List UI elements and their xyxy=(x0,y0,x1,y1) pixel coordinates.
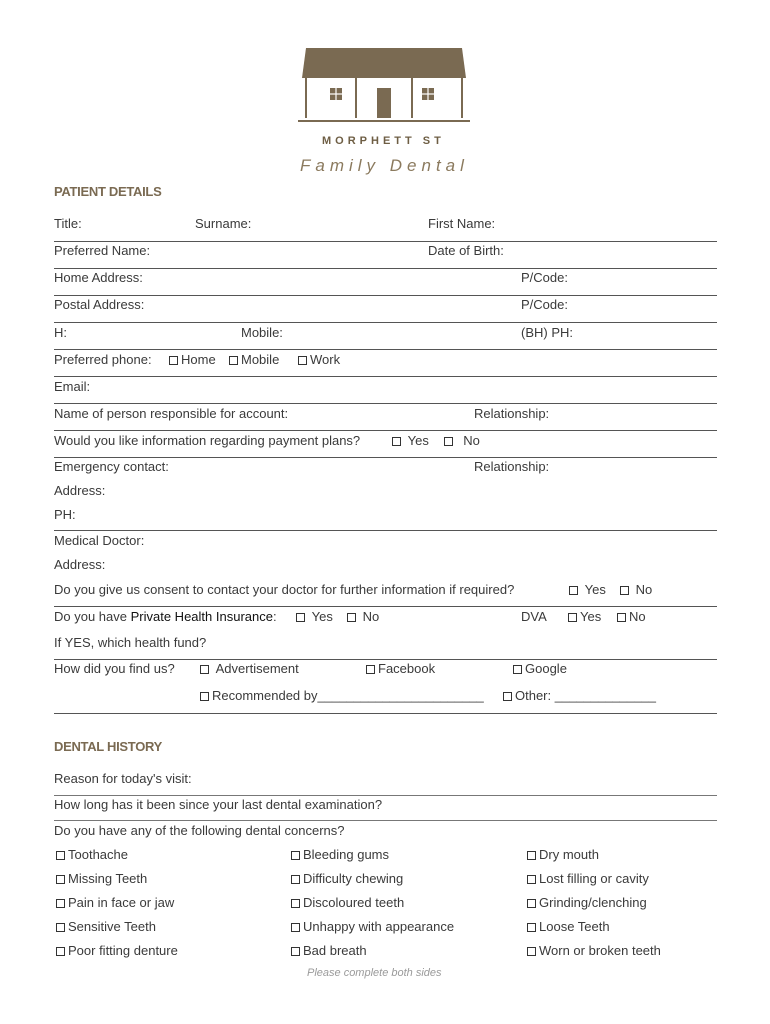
checkbox-icon[interactable] xyxy=(503,692,512,701)
find-recommended[interactable] xyxy=(200,688,484,704)
divider xyxy=(54,241,717,242)
checkbox-icon[interactable] xyxy=(291,947,300,956)
private-health-strong: Private Health Insurance xyxy=(130,609,273,624)
checkbox-icon[interactable] xyxy=(200,692,209,701)
concern-item[interactable] xyxy=(56,895,174,911)
find-google-label: Google xyxy=(525,661,567,676)
dva-yes[interactable] xyxy=(568,609,601,625)
concern-label: Poor fitting denture xyxy=(68,943,178,958)
emergency-contact-label: Emergency contact: xyxy=(54,459,169,474)
find-other-label: Other: ______________ xyxy=(515,688,656,703)
relationship-label: Relationship: xyxy=(474,406,550,421)
consent-no-label: No xyxy=(635,582,653,597)
checkbox-icon[interactable] xyxy=(617,613,626,622)
preferred-phone-mobile-label: Mobile xyxy=(241,352,280,367)
home-address-label: Home Address: xyxy=(54,270,143,285)
surname-label: Surname: xyxy=(195,216,252,231)
postal-pcode-label: P/Code: xyxy=(521,297,568,312)
medical-doctor-label: Medical Doctor: xyxy=(54,533,145,548)
divider xyxy=(54,530,717,531)
phi-no-label: No xyxy=(362,609,380,624)
checkbox-icon[interactable] xyxy=(298,356,307,365)
checkbox-icon[interactable] xyxy=(527,899,536,908)
payment-plans-no[interactable] xyxy=(444,433,480,449)
dva-yes-label: Yes xyxy=(580,609,602,624)
checkbox-icon[interactable] xyxy=(620,586,629,595)
checkbox-icon[interactable] xyxy=(366,665,375,674)
preferred-name-label: Preferred Name: xyxy=(54,243,151,258)
dva-label: DVA xyxy=(521,609,547,624)
checkbox-icon[interactable] xyxy=(291,875,300,884)
divider xyxy=(54,659,717,660)
divider xyxy=(54,820,717,821)
find-advertisement[interactable] xyxy=(200,661,299,677)
checkbox-icon[interactable] xyxy=(568,613,577,622)
payment-plans-label: Would you like information regarding payment plans? xyxy=(54,433,361,448)
emergency-address-label: Address: xyxy=(54,483,106,498)
home-phone-label: H: xyxy=(54,325,67,340)
concern-label: Toothache xyxy=(68,847,128,862)
concern-label: Bleeding gums xyxy=(303,847,389,862)
concern-item[interactable] xyxy=(56,847,128,863)
checkbox-icon[interactable] xyxy=(513,665,522,674)
checkbox-icon[interactable] xyxy=(569,586,578,595)
concern-item[interactable] xyxy=(527,847,599,863)
checkbox-icon[interactable] xyxy=(291,923,300,932)
divider xyxy=(54,713,717,714)
concern-item[interactable] xyxy=(291,847,389,863)
phi-no[interactable] xyxy=(347,609,379,625)
home-pcode-label: P/Code: xyxy=(521,270,568,285)
find-facebook[interactable] xyxy=(366,661,435,677)
house-icon xyxy=(298,44,470,124)
emergency-relationship-label: Relationship: xyxy=(474,459,550,474)
checkbox-icon[interactable] xyxy=(527,851,536,860)
concern-item[interactable] xyxy=(291,871,403,887)
divider xyxy=(54,322,717,323)
checkbox-icon[interactable] xyxy=(56,923,65,932)
concern-label: Lost filling or cavity xyxy=(539,871,649,886)
concern-item[interactable] xyxy=(291,919,454,935)
checkbox-icon[interactable] xyxy=(296,613,305,622)
checkbox-icon[interactable] xyxy=(56,899,65,908)
checkbox-icon[interactable] xyxy=(56,947,65,956)
checkbox-icon[interactable] xyxy=(169,356,178,365)
preferred-phone-mobile[interactable] xyxy=(229,352,279,368)
footer-note: Please complete both sides xyxy=(307,967,442,979)
first-name-label: First Name: xyxy=(428,216,496,231)
dva-no[interactable] xyxy=(617,609,646,625)
checkbox-icon[interactable] xyxy=(291,899,300,908)
checkbox-icon[interactable] xyxy=(527,923,536,932)
checkbox-icon[interactable] xyxy=(444,437,453,446)
private-health-label: Do you have Private Health Insurance: xyxy=(54,609,277,624)
concern-label: Pain in face or jaw xyxy=(68,895,175,910)
dental-history-heading: DENTAL HISTORY xyxy=(54,739,162,754)
phi-yes[interactable] xyxy=(296,609,333,625)
consent-yes-label: Yes xyxy=(584,582,606,597)
concern-item[interactable] xyxy=(291,895,404,911)
checkbox-icon[interactable] xyxy=(56,875,65,884)
checkbox-icon[interactable] xyxy=(527,875,536,884)
consent-label: Do you give us consent to contact your doctor for further information if required? xyxy=(54,582,515,597)
find-recommended-label: Recommended by_______________________ xyxy=(212,688,484,703)
preferred-phone-home[interactable] xyxy=(169,352,216,368)
responsible-label: Name of person responsible for account: xyxy=(54,406,289,421)
dva-no-label: No xyxy=(629,609,646,624)
checkbox-icon[interactable] xyxy=(392,437,401,446)
divider xyxy=(54,457,717,458)
divider xyxy=(54,268,717,269)
phi-yes-label: Yes xyxy=(311,609,333,624)
find-google[interactable] xyxy=(513,661,567,677)
payment-plans-no-label: No xyxy=(463,433,480,448)
concern-label: Missing Teeth xyxy=(68,871,148,886)
concern-label: Worn or broken teeth xyxy=(539,943,661,958)
concern-label: Discoloured teeth xyxy=(303,895,405,910)
concern-item[interactable] xyxy=(527,943,661,959)
concern-label: Grinding/clenching xyxy=(539,895,647,910)
divider xyxy=(54,795,717,796)
consent-no[interactable] xyxy=(620,582,652,598)
checkbox-icon[interactable] xyxy=(200,665,209,674)
bh-phone-label: (BH) PH: xyxy=(521,325,573,340)
concern-label: Bad breath xyxy=(303,943,367,958)
divider xyxy=(54,376,717,377)
payment-plans-yes-label: Yes xyxy=(407,433,429,448)
concern-item[interactable] xyxy=(291,943,367,959)
emergency-phone-label: PH: xyxy=(54,507,76,522)
brand-name: MORPHETT ST xyxy=(322,135,445,147)
last-exam-label: How long has it been since your last dental examination? xyxy=(54,797,383,812)
concern-label: Difficulty chewing xyxy=(303,871,404,886)
concerns-label: Do you have any of the following dental concerns? xyxy=(54,823,345,838)
find-us-label: How did you find us? xyxy=(54,661,175,676)
concern-label: Loose Teeth xyxy=(539,919,610,934)
mobile-label: Mobile: xyxy=(241,325,283,340)
checkbox-icon[interactable] xyxy=(56,851,65,860)
checkbox-icon[interactable] xyxy=(527,947,536,956)
concern-label: Dry mouth xyxy=(539,847,599,862)
checkbox-icon[interactable] xyxy=(229,356,238,365)
concern-item[interactable] xyxy=(527,919,610,935)
divider xyxy=(54,403,717,404)
preferred-phone-label: Preferred phone: xyxy=(54,352,152,367)
find-other[interactable] xyxy=(503,688,656,704)
find-advertisement-label: Advertisement xyxy=(215,661,299,676)
email-label: Email: xyxy=(54,379,91,394)
divider xyxy=(54,606,717,607)
find-facebook-label: Facebook xyxy=(378,661,436,676)
brand-subtitle: Family Dental xyxy=(300,156,469,175)
concern-item[interactable] xyxy=(56,943,178,959)
divider xyxy=(54,349,717,350)
checkbox-icon[interactable] xyxy=(347,613,356,622)
dob-label: Date of Birth: xyxy=(428,243,504,258)
consent-yes[interactable] xyxy=(569,582,606,598)
concern-item[interactable] xyxy=(527,895,647,911)
postal-address-label: Postal Address: xyxy=(54,297,145,312)
preferred-phone-work[interactable] xyxy=(298,352,340,368)
doctor-address-label: Address: xyxy=(54,557,106,572)
health-fund-label: If YES, which health fund? xyxy=(54,635,207,650)
reason-label: Reason for today's visit: xyxy=(54,771,192,786)
concern-item[interactable] xyxy=(56,919,156,935)
concern-label: Sensitive Teeth xyxy=(68,919,156,934)
title-label: Title: xyxy=(54,216,82,231)
checkbox-icon[interactable] xyxy=(291,851,300,860)
concern-label: Unhappy with appearance xyxy=(303,919,455,934)
concern-item[interactable] xyxy=(56,871,147,887)
divider xyxy=(54,295,717,296)
preferred-phone-home-label: Home xyxy=(181,352,216,367)
payment-plans-yes[interactable] xyxy=(392,433,429,449)
divider xyxy=(54,430,717,431)
concern-item[interactable] xyxy=(527,871,649,887)
patient-details-heading: PATIENT DETAILS xyxy=(54,184,162,199)
preferred-phone-work-label: Work xyxy=(310,352,341,367)
